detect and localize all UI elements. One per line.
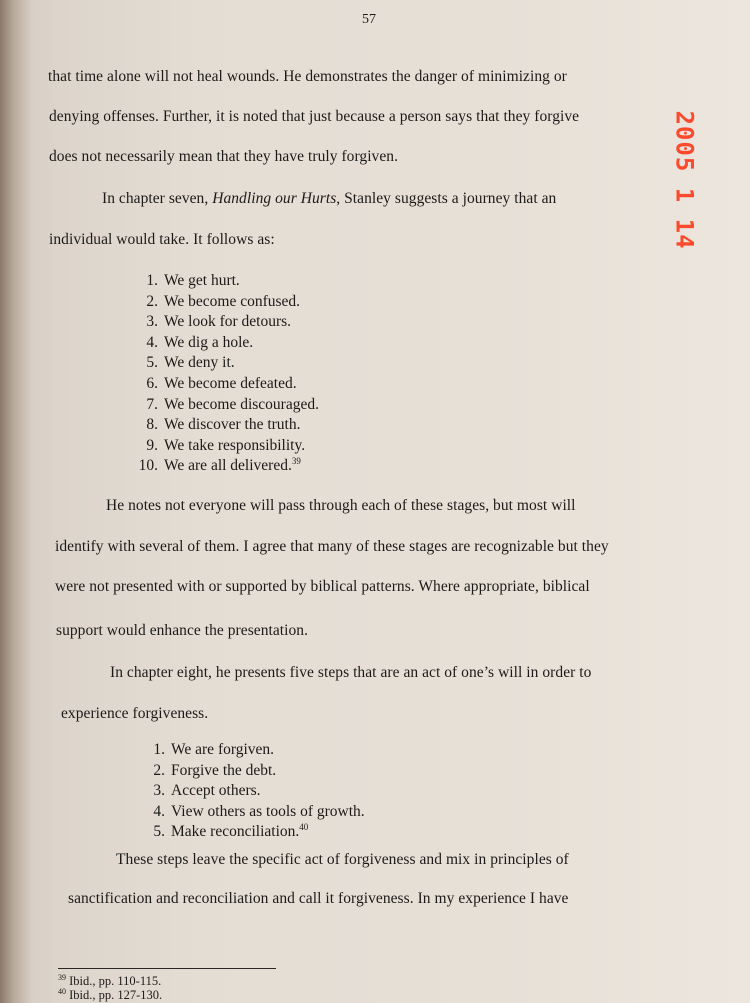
footnote-divider <box>58 968 276 969</box>
list-item: 10. We are all delivered.$^{39}$ <box>138 456 301 475</box>
list-item: 4. View others as tools of growth. <box>153 802 365 820</box>
footnote-40: $^{40}$ Ibid., pp. 127-130. <box>58 986 163 1002</box>
paragraph-4-line-2: experience forgiveness. <box>61 705 209 722</box>
date-stamp: 2005 1 14 <box>671 110 700 250</box>
list-item: 2. Forgive the debt. <box>153 761 277 779</box>
paragraph-5-line-2: sanctification and reconciliation and call it forgiveness. In my experience I have <box>68 890 569 907</box>
footnote-ref-40: 40 <box>299 822 309 833</box>
paragraph-4-line-1: In chapter eight, he presents five steps that are an act of one’s will in order to <box>110 664 592 681</box>
paragraph-1-line-1: that time alone will not heal wounds. He demonstrates the danger of minimizing or <box>48 68 567 85</box>
list-item: 5. We deny it. <box>146 354 235 372</box>
list-item: 3. Accept others. <box>153 782 261 800</box>
list-item: 3. We look for detours. <box>146 313 292 331</box>
paragraph-3-line-2: identify with several of them. I agree that many of these stages are recognizable but they <box>55 538 609 555</box>
forgiveness-steps-list <box>143 740 365 843</box>
paragraph-3-line-4: support would enhance the presentation. <box>56 622 309 639</box>
paragraph-2-line-1: In chapter seven, Handling our Hurts, Stanley suggests a journey that an <box>102 190 557 207</box>
paragraph-2-line-2: individual would take. It follows as: <box>49 231 275 248</box>
list-item: 1. We are forgiven. <box>153 741 275 758</box>
paragraph-5-line-1: These steps leave the specific act of forgiveness and mix in principles of <box>116 851 569 868</box>
paragraph-3-line-1: He notes not everyone will pass through each of these stages, but most will <box>106 497 576 514</box>
footnote-ref-39: 39 <box>291 456 301 467</box>
list-item: 7. We become discouraged. <box>146 395 319 413</box>
list-item: 1. We get hurt. <box>146 272 240 289</box>
list-item: 8. We discover the truth. <box>146 416 301 434</box>
paragraph-1-line-2: denying offenses. Further, it is noted that just because a person says that they forgive <box>49 108 580 125</box>
footnote-39: $^{39}$ Ibid., pp. 110-115. <box>58 972 162 988</box>
list-item: 2. We become confused. <box>146 292 301 310</box>
list-item: 9. We take responsibility. <box>146 436 306 454</box>
journey-stages-list <box>136 271 319 477</box>
list-item: 4. We dig a hole. <box>146 333 254 351</box>
page-number: 57 <box>362 12 376 27</box>
list-item: 6. We become defeated. <box>146 374 297 392</box>
paragraph-3-line-3: were not presented with or supported by biblical patterns. Where appropriate, biblical <box>55 578 590 595</box>
paragraph-1-line-3: does not necessarily mean that they have truly forgiven. <box>49 148 399 165</box>
list-item: 5. Make reconciliation.$^{40}$ <box>153 822 309 841</box>
book-chapter-title: Handling our Hurts <box>212 190 337 207</box>
